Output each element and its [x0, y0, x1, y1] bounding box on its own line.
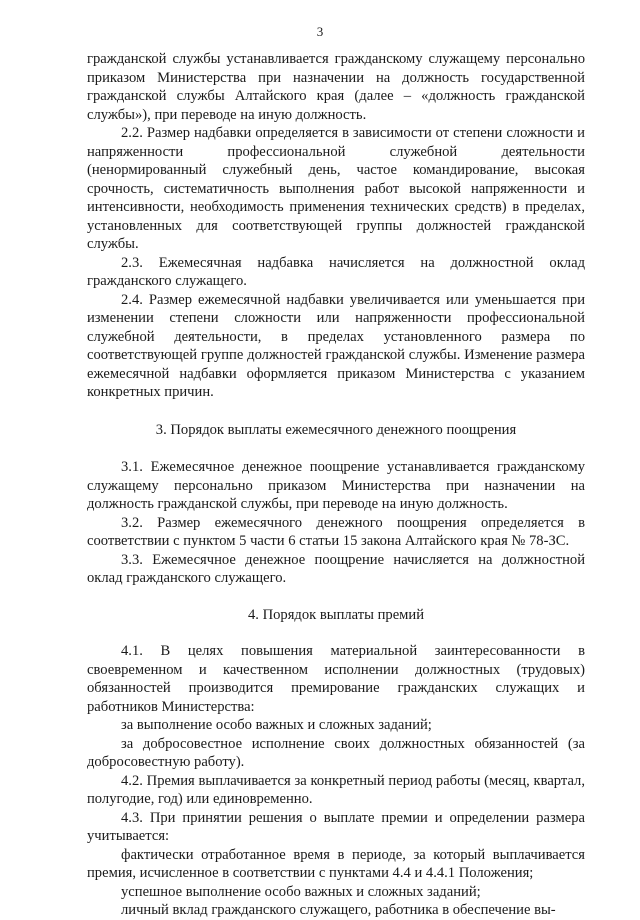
paragraph-2-3: 2.3. Ежемесячная надбавка начисляется на должностной оклад гражданского служащего.	[87, 254, 585, 289]
page-number: 3	[316, 24, 324, 39]
list-item-personal-contribution: личный вклад гражданского служащего, работника в обеспечение вы-	[121, 902, 556, 918]
section-3-heading: 3. Порядок выплаты ежемесячного денежного поощрения	[155, 421, 517, 438]
paragraph-3-3: 3.3. Ежемесячное денежное поощрение начисляется на должностной оклад гражданского служащего.	[87, 551, 585, 586]
document-body	[87, 50, 585, 920]
paragraph-3-2: 3.2. Размер ежемесячного денежного поощрения определяется в соответствии с пунктом 5 части 6 статьи 15 закона Алтайского края № 78-ЗС.	[87, 514, 585, 549]
paragraph-3-1: 3.1. Ежемесячное денежное поощрение устанавливается гражданскому служащему персонально приказом Министерства при назначении на должность гражданской службы, при переводе на иную должность.	[87, 459, 585, 512]
paragraph-4-1: 4.1. В целях повышения материальной заинтересованности в своевременном и качественном исполнении должностных (трудовых) обязанностей производится премирование гражданских служащих и работников Министерства:	[87, 643, 585, 715]
paragraph-4-2: 4.2. Премия выплачивается за конкретный период работы (месяц, квартал, полугодие, год) или единовременно.	[87, 772, 585, 807]
list-item-important-tasks: за выполнение особо важных и сложных заданий;	[121, 717, 432, 733]
paragraph-4-3: 4.3. При принятии решения о выплате премии и определении размера учитывается:	[87, 809, 585, 844]
continuation-paragraph: гражданской службы устанавливается гражданскому служащему персонально приказом Министерства при назначении на должность государственной гражданской службы Алтайского края (далее – «должность гражданской службы»), при переводе на иную должность.	[87, 51, 585, 123]
list-item-worked-time: фактически отработанное время в периоде, за который выплачивается премия, исчисленное в соответствии с пунктами 4.4 и 4.4.1 Положения;	[87, 846, 585, 881]
list-item-successful-tasks: успешное выполнение особо важных и сложных заданий;	[121, 883, 481, 900]
paragraph-2-2: 2.2. Размер надбавки определяется в зависимости от степени сложности и напряженности профессиональной служебной деятельности (ненормированный служебный день, частое командирование, высокая срочность, систематичность выполнения работ высокой напряженности и интенсивности, необходимость применения технических средств) в пределах, установленных для соответствующей группы должностей гражданской службы.	[87, 125, 585, 252]
paragraph-2-4: 2.4. Размер ежемесячной надбавки увеличивается или уменьшается при изменении степени сложности или напряженности профессиональной служебной деятельности, в пределах установленного размера по соответствующей группе должностей гражданской службы. Изменение размера ежемесячной надбавки оформляется приказом Министерства с указанием конкретных причин.	[87, 291, 585, 400]
list-item-conscientious-work: за добросовестное исполнение своих должностных обязанностей (за добросовестную работу).	[87, 735, 585, 770]
section-4-heading: 4. Порядок выплаты премий	[247, 606, 425, 623]
